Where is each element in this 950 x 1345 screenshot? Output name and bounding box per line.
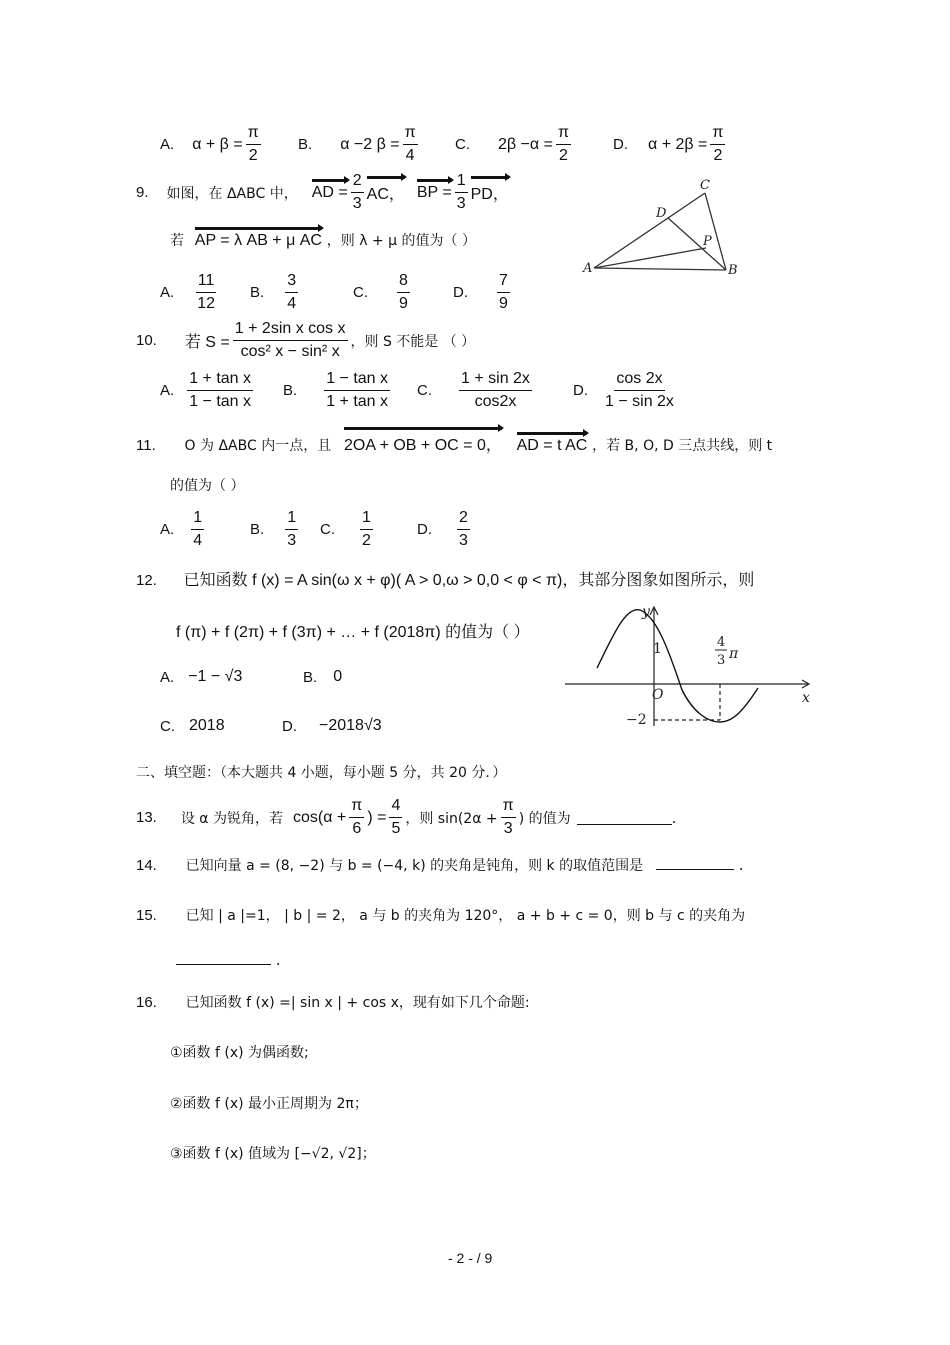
x-axis-label: x bbox=[802, 690, 810, 706]
y-axis-label: y bbox=[642, 604, 650, 620]
q15-answer-blank[interactable] bbox=[176, 950, 271, 965]
q10-option-c: C. $\frac{1 + \sin 2x}{\cos 2x}$ bbox=[417, 370, 530, 410]
q9-option-c: C. $\frac{8}{9}$ bbox=[353, 272, 408, 312]
point-d-label: D bbox=[656, 206, 667, 221]
q9-question: 若 AP = λ AB + μ AC ，则 λ + μ 的值为（ ） bbox=[170, 232, 476, 249]
sine-curve bbox=[597, 610, 758, 722]
side-bc bbox=[705, 193, 726, 270]
q11-option-b: B. $\frac{1}{3}$ bbox=[250, 509, 297, 549]
q10-stem: 10. 若 S = $\frac{\text{1 + 2sin x cos x}}{\text{cos² x − sin² x}}$ ，则 S 不能是 （ ） bbox=[136, 320, 476, 360]
q12-option-d: D. −2018√3 bbox=[282, 717, 382, 735]
tick-neg2-label: −2 bbox=[626, 712, 647, 728]
q12-sine-graph bbox=[560, 598, 820, 738]
q10-option-d: D. $\frac{\cos 2x}{1 - \sin 2x}$ bbox=[573, 370, 674, 410]
q12-stem: 12. 已知函数 f (x) = A sin(ω x + φ)( A > 0,ω > 0,0 < φ < π)，其部分图象如图所示，则 bbox=[136, 572, 755, 589]
q11-option-a: A. $\frac{1}{4}$ bbox=[160, 509, 203, 549]
side-ac bbox=[594, 193, 705, 268]
x-mark-den: 3 bbox=[717, 653, 726, 668]
q8-option-a: A. α + β = $\frac{\pi}{2}$ bbox=[160, 124, 259, 164]
q9-option-a: A. $\frac{11}{12}$ bbox=[160, 272, 215, 312]
side-ab bbox=[594, 268, 726, 270]
section-fill-in-header: 二、填空题：（本大题共 4 小题，每小题 5 分，共 20 分．） bbox=[136, 765, 507, 781]
q16-stem: 16. 已知函数 f (x) =| sin x | + cos x，现有如下几个命题: bbox=[136, 994, 530, 1011]
q14: 14. 已知向量 a = (8, −2) 与 b = (−4, k) 的夹角是钝角，则 k 的取值范围是 . bbox=[136, 856, 744, 874]
q12-question: f (π) + f (2π) + f (3π) + … + f (2018π) 的值为（ ） bbox=[176, 624, 530, 641]
q14-answer-blank[interactable] bbox=[656, 855, 734, 870]
q11-question: 的值为（ ） bbox=[170, 478, 245, 494]
q9-stem: 9. 如图，在 ΔABC 中， AD = $\frac{2}{3}$ AC， BP = $\frac{1}{3}$ PD， bbox=[136, 172, 509, 212]
q8-option-b: B. α −2 β = $\frac{\pi}{4}$ bbox=[298, 124, 416, 164]
vertex-b-label: B bbox=[728, 263, 738, 278]
q16-proposition-2: ②函数 f (x) 最小正周期为 2π； bbox=[170, 1096, 368, 1112]
q15-answer-line: . bbox=[176, 950, 281, 969]
q8-option-c: C. 2β −α = $\frac{\pi}{2}$ bbox=[455, 124, 569, 164]
origin-label: O bbox=[652, 687, 664, 703]
vertex-c-label: C bbox=[700, 178, 710, 193]
q11-option-c: C. $\frac{1}{2}$ bbox=[320, 509, 371, 549]
q10-option-a: A. $\frac{\text{1 + tan x}}{\text{1 − tan x}}$ bbox=[160, 370, 252, 410]
x-mark-pi: π bbox=[729, 646, 739, 662]
q11-stem: 11. O 为 ΔABC 内一点，且 2OA + OB + OC = 0， AD = t AC ，若 B, O, D 三点共线，则 t bbox=[136, 432, 772, 455]
q8-option-d: D. α + 2β = $\frac{\pi}{2}$ bbox=[613, 124, 724, 164]
q9-triangle-figure bbox=[580, 175, 750, 285]
segment-ap bbox=[594, 248, 706, 268]
q16-proposition-1: ①函数 f (x) 为偶函数; bbox=[170, 1045, 309, 1061]
q12-option-a: A. −1 − √3 bbox=[160, 668, 243, 686]
vertex-a-label: A bbox=[583, 261, 593, 276]
q12-option-b: B. 0 bbox=[303, 668, 343, 686]
x-mark-num: 4 bbox=[717, 635, 726, 650]
q13-answer-blank[interactable] bbox=[577, 810, 672, 825]
segment-db bbox=[668, 218, 726, 270]
q11-option-d: D. $\frac{2}{3}$ bbox=[417, 509, 468, 549]
q16-proposition-3: ③函数 f (x) 值域为 [−√2, √2]； bbox=[170, 1146, 376, 1162]
q12-option-c: C. 2018 bbox=[160, 717, 225, 735]
tick-1-label: 1 bbox=[653, 641, 662, 657]
point-p-label: P bbox=[703, 234, 712, 249]
q10-option-b: B. $\frac{\text{1 − tan x}}{\text{1 + tan x}}$ bbox=[283, 370, 389, 410]
q13: 13. 设 α 为锐角，若 cos(α + $\frac{\pi}{6}$ ) = $\frac{4}{5}$ ，则 sin(2α + $\frac{\pi}{3}$ ) 的值为 . bbox=[136, 797, 677, 837]
page-number: - 2 - / 9 bbox=[448, 1250, 493, 1266]
q15: 15. 已知 | a |=1， | b | = 2， a 与 b 的夹角为 120°， a + b + c = 0，则 b 与 c 的夹角为 bbox=[136, 907, 746, 924]
q9-option-d: D. $\frac{7}{9}$ bbox=[453, 272, 508, 312]
q9-option-b: B. $\frac{3}{4}$ bbox=[250, 272, 297, 312]
